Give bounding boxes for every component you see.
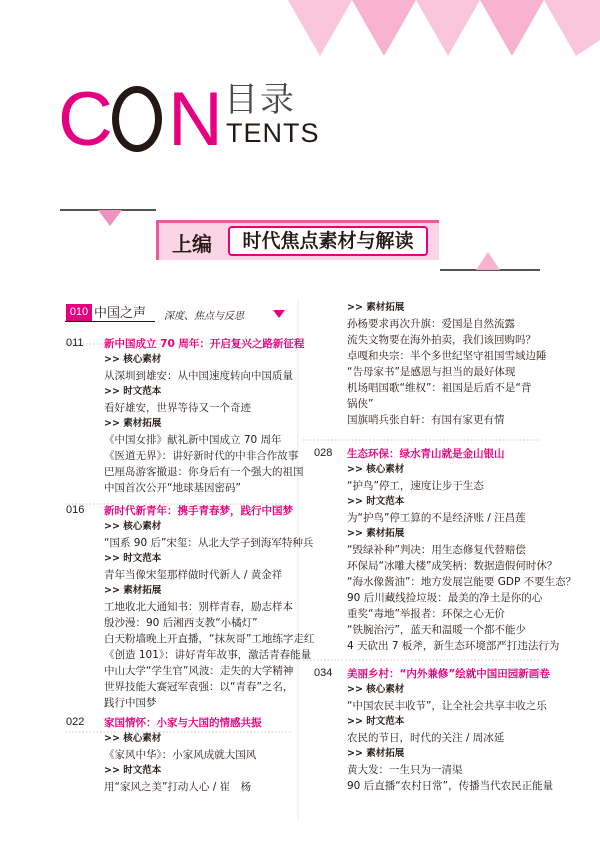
entry-line: 孙杨要求再次升旗：爱国是自然流露	[347, 318, 515, 330]
entry-line: 核心素材	[366, 464, 405, 475]
section-triangle	[273, 310, 285, 318]
entry-title: 家国情怀：小家与大国的情感共振	[104, 717, 262, 729]
entry-line: 为“护鸟”停工算的不是经济账 / 汪昌莲	[347, 512, 526, 524]
entry-line: 黄大发：一生只为一清渠	[347, 764, 463, 776]
entry-line: 殷沙漫：90 后湘西支教“小橘灯”	[104, 617, 258, 629]
block-label: >> 核心素材	[104, 521, 162, 532]
entry-line: 核心素材	[123, 521, 162, 532]
block-label: >> 素材拓展	[104, 585, 162, 596]
entry-line: 90 后川藏线捡垃圾：最美的净土是你的心	[347, 592, 543, 604]
part-title: 时代焦点素材与解读	[228, 226, 428, 256]
entry-line: 重奖“毒地”举报者：环保之心无价	[347, 608, 505, 620]
entry-body	[347, 682, 553, 794]
entry-line: 农民的节日，时代的关注 / 周冰延	[347, 732, 505, 744]
entry-line: 素材拓展	[123, 585, 162, 596]
entry-title: 新时代新青年：携手青春梦，践行中国梦	[104, 505, 293, 517]
page-number: 011	[66, 337, 84, 349]
triangle-1	[288, 0, 352, 56]
entry-body	[104, 731, 256, 795]
triangle-2	[352, 0, 416, 56]
block-label: >> 时文范本	[104, 553, 162, 564]
page-number: 016	[66, 504, 85, 516]
entry-body	[347, 462, 576, 654]
entry-line: “毁绿补种”判决：用生态修复代替赔偿	[347, 544, 526, 556]
entry-line: 核心素材	[123, 354, 162, 365]
block-label: >> 时文范本	[347, 716, 405, 727]
section-number: 010	[66, 304, 92, 321]
entry-line: “国系 90 后”宋玺：从北大学子到海军特种兵	[104, 537, 314, 549]
block-label: >> 时文范本	[104, 765, 162, 776]
entry-line: 中山大学“学生官”风波：走失的大学精神	[104, 665, 294, 677]
entry-line: 工地收北大通知书：别样青春，励志样本	[104, 601, 293, 613]
entry-line: 《中国女排》献礼新中国成立 70 周年	[104, 434, 282, 446]
entry-line: 素材拓展	[366, 302, 405, 313]
block-label: >> 时文范本	[104, 386, 162, 397]
block-label: >> 素材拓展	[347, 302, 405, 313]
entry-line: 环保局“冰雕大楼”成笑柄：数据造假何时休？	[347, 560, 558, 572]
page-number: 034	[314, 667, 333, 679]
entry-line: 核心素材	[123, 733, 162, 744]
entry-line: 90 后直播“农村日常”，传播当代农民正能量	[347, 780, 554, 792]
triangle-5	[544, 0, 600, 56]
block-label: >> 素材拓展	[104, 418, 162, 429]
entry-line: 时文范本	[123, 386, 162, 397]
entry-line: “海水像酱油”：地方发展岂能要 GDP 不要生态？	[347, 576, 577, 588]
entry-line: 时文范本	[366, 496, 405, 507]
part-label: 上编	[172, 232, 212, 256]
entry-line: 核心素材	[366, 684, 405, 695]
contents-title-en: TENTS	[226, 118, 320, 148]
page-number: 022	[66, 716, 85, 728]
entry-line: “护鸟”停工，速度让步于生态	[347, 480, 484, 492]
top-triangles	[288, 0, 600, 56]
contents-title-cn: 目录	[224, 80, 296, 120]
entry-line: 素材拓展	[366, 748, 405, 759]
entry-body	[104, 352, 304, 496]
triangle-marker-right	[476, 252, 500, 270]
entry-line: 从深圳到雄安：从中国速度转向中国质量	[104, 370, 293, 382]
entry-line: 机场唱国歌“维权”：祖国是后盾不是“背	[347, 382, 532, 394]
entry-line: 时文范本	[366, 716, 405, 727]
entry-line: 素材拓展	[366, 528, 405, 539]
entry-line: 4 天砍出 7 板斧，新生态环境部严打违法行为	[347, 640, 560, 652]
entry-line: 《创造 101》：讲好青年故事，激活青春能量	[104, 649, 312, 661]
entry-body	[104, 519, 314, 711]
entry-line: 巴厘岛游客撤退：你身后有一个强大的祖国	[104, 466, 304, 478]
entry-line: 看好雄安，世界等待又一个奇迹	[104, 402, 251, 414]
entry-line: 卓嘎和央宗：半个多世纪坚守祖国雪域边陲	[347, 350, 547, 362]
page-number: 028	[314, 447, 333, 459]
entry-line: 锅侠”	[347, 398, 374, 410]
contents-letter-c: C	[58, 77, 113, 162]
contents-letter-o	[112, 86, 162, 152]
block-label: >> 核心素材	[104, 733, 162, 744]
block-label: >> 素材拓展	[347, 528, 405, 539]
entry-line: 时文范本	[123, 765, 162, 776]
entry-line: 践行中国梦	[104, 697, 157, 709]
entry-line: “铁腕治污”，蓝天和温暖一个都不能少	[347, 624, 526, 636]
entry-line: “中国农民丰收节”，让全社会共享丰收之乐	[347, 700, 547, 712]
section-name: 中国之声	[94, 306, 147, 321]
entry-body	[347, 300, 547, 428]
entry-line: 世界技能大赛冠军袁强：以“青春”之名，	[104, 681, 294, 693]
entry-line: 《医道无界》：讲好新时代的中非合作故事	[104, 450, 299, 462]
block-label: >> 素材拓展	[347, 748, 405, 759]
block-label: >> 核心素材	[104, 354, 162, 365]
block-label: >> 核心素材	[347, 464, 405, 475]
block-label: >> 时文范本	[347, 496, 405, 507]
block-label: >> 核心素材	[347, 684, 405, 695]
entry-title: 美丽乡村：“内外兼修”绘就中国田园新画卷	[347, 668, 550, 680]
triangle-4	[480, 0, 544, 56]
entry-line: 用“家风之美”打动人心 / 崔 杨	[104, 781, 252, 793]
entry-line: 流失文物要在海外拍卖，我们该回购吗？	[347, 334, 536, 346]
entry-line: 《家风中华》：小家风成就大国风	[104, 749, 257, 761]
entry-title: 生态环保：绿水青山就是金山银山	[347, 448, 505, 460]
section-subtitle: 深度、焦点与反思	[164, 311, 244, 322]
entry-line: 白天粉墙晚上开直播，“抹灰哥”工地练字走红	[104, 633, 315, 645]
entry-line: 中国首次公开“地球基因密码”	[104, 482, 241, 494]
entry-line: 时文范本	[123, 553, 162, 564]
entry-line: 国旗哨兵张自轩：有国有家更有情	[347, 414, 505, 426]
entry-title: 新中国成立 70 周年：开启复兴之路新征程	[104, 338, 305, 350]
triangle-3	[416, 0, 480, 56]
contents-letter-n: N	[168, 77, 223, 162]
entry-line: “告母家书”是感恩与担当的最好体现	[347, 366, 516, 378]
entry-line: 青年当像宋玺那样做时代新人 / 黄金祥	[104, 569, 283, 581]
entry-line: 素材拓展	[123, 418, 162, 429]
triangle-marker-left	[98, 210, 122, 226]
